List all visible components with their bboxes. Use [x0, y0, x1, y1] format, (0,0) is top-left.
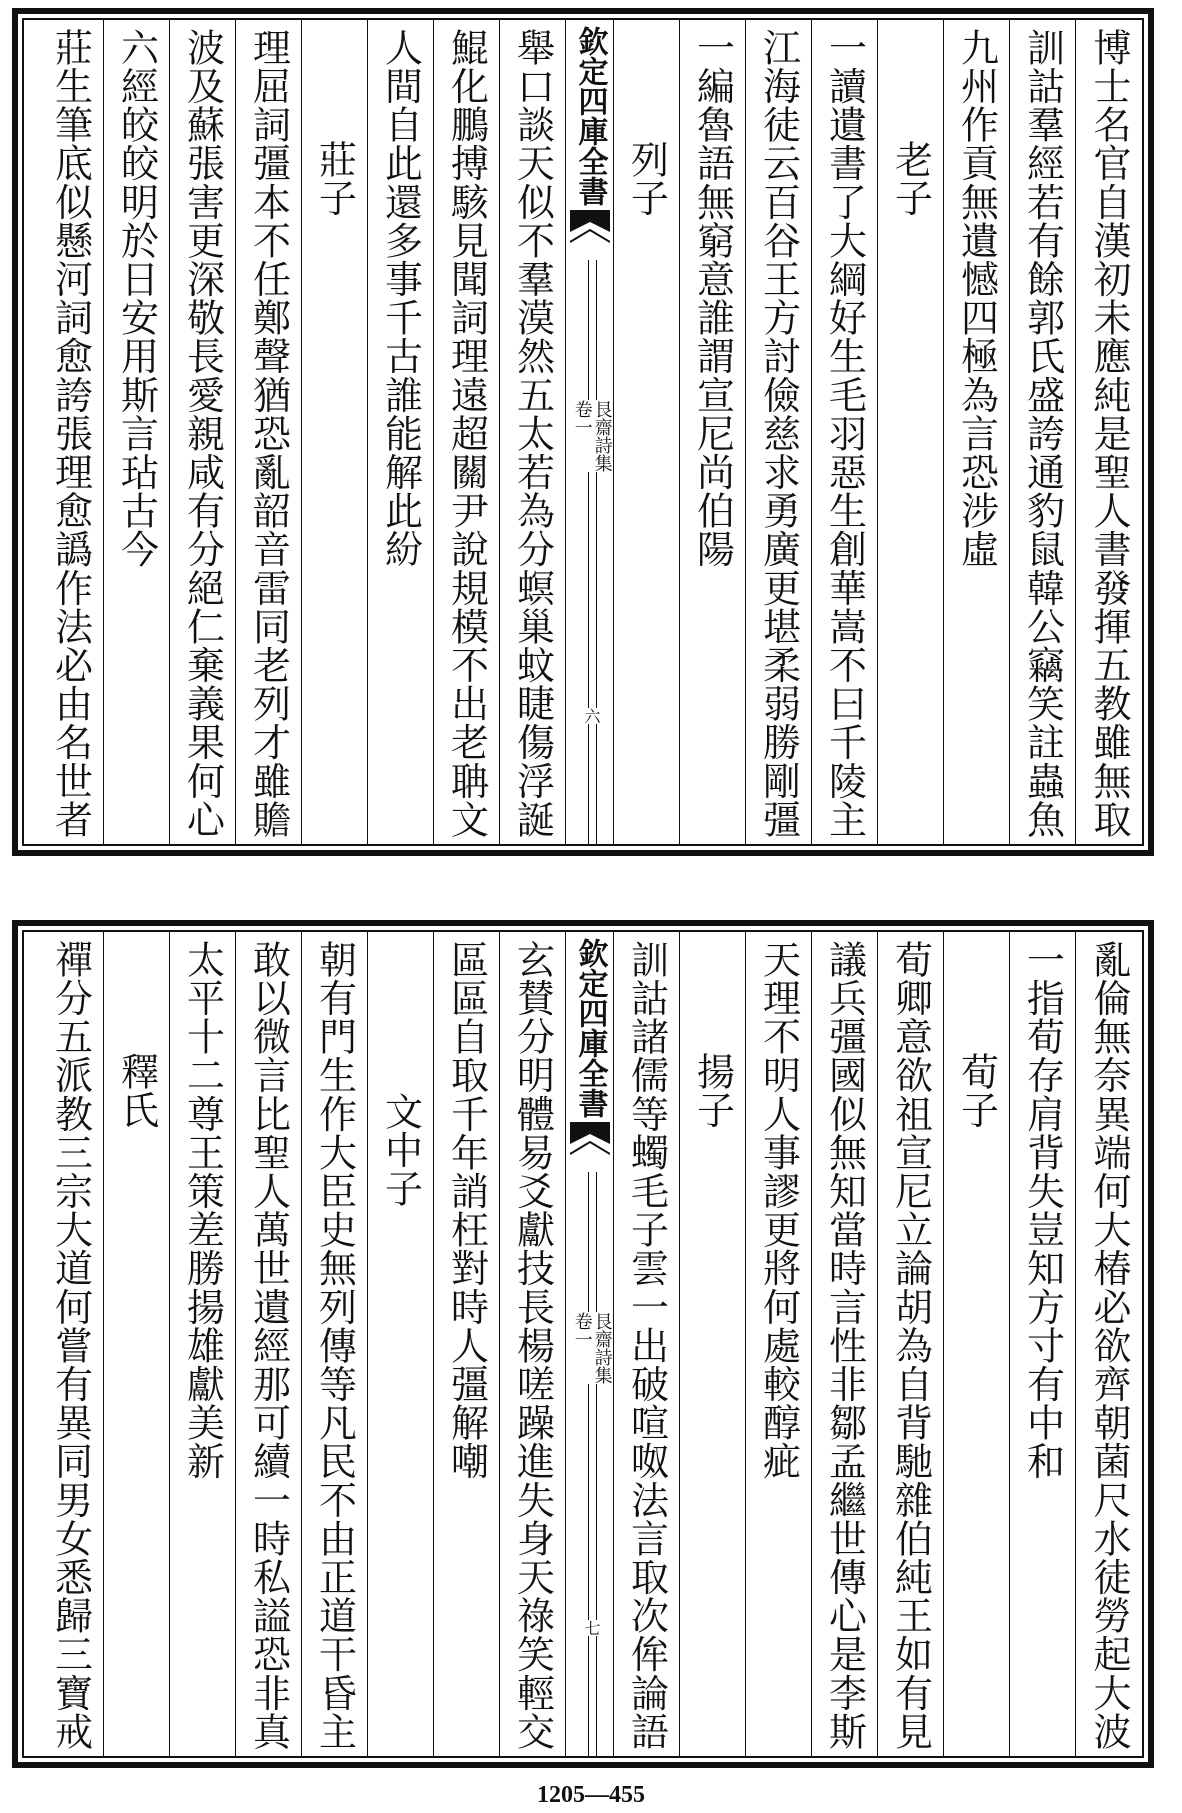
verse-line: 鯤化鵬搏駭見聞詞理遠超關尹說規模不出老聃文	[444, 28, 489, 839]
page-number-footer: 1205—455	[537, 1782, 645, 1808]
verse-line: 亂倫無奈異端何大椿必欲齊朝菌尺水徒勞起大波	[1087, 940, 1131, 1751]
section-heading-column	[680, 932, 746, 1756]
top-leaf-columns	[22, 18, 1144, 846]
fishtail-mark-icon	[570, 1122, 610, 1160]
verse-line: 江海徒云百谷王方討儉慈求勇廣更堪柔弱勝剛彊	[756, 28, 801, 839]
verse-line: 太平十二尊王策差勝揚雄獻美新	[180, 940, 225, 1481]
bottom-leaf-columns	[22, 930, 1144, 1758]
verse-line: 議兵彊國似無知當時言性非鄒孟繼世傳心是李斯	[822, 940, 867, 1751]
section-heading: 莊子	[312, 140, 357, 218]
text-column	[1010, 20, 1076, 844]
leaf-page-number: 七	[582, 1620, 601, 1636]
verse-line: 玄賛分明體易爻獻技長楊嗟躁進失身天祿笑輕交	[510, 940, 555, 1751]
verse-line: 天理不明人事謬更將何處較醇疵	[756, 940, 801, 1481]
verse-line: 人間自此還多事千古誰能解此紛	[378, 28, 423, 569]
section-heading: 揚子	[690, 1052, 735, 1130]
verse-line: 一指荀存肩背失豈知方寸有中和	[1020, 940, 1065, 1481]
text-column	[614, 932, 680, 1756]
text-column	[38, 20, 104, 844]
text-column	[812, 932, 878, 1756]
verse-line: 理屈詞彊本不任鄭聲猶恐亂韶音雷同老列才雖贍	[246, 28, 291, 839]
text-column	[170, 932, 236, 1756]
text-column	[104, 20, 170, 844]
text-column	[500, 20, 566, 844]
volume-label: 卷一	[571, 400, 593, 436]
verse-line: 一讀遺書了大綱好生毛羽惡生創華嵩不曰千陵主	[822, 28, 867, 839]
verse-line: 訓詁羣經若有餘郭氏盛誇通豹鼠韓公竊笑註蟲魚	[1020, 28, 1065, 839]
text-column	[434, 932, 500, 1756]
volume-label: 卷一	[571, 1312, 593, 1348]
text-column	[680, 20, 746, 844]
block-heart-margin	[566, 932, 614, 1756]
fishtail-mark-icon	[570, 210, 610, 248]
text-column	[38, 932, 104, 1756]
verse-line: 舉口談天似不羣漠然五太若為分螟巢蚊睫傷浮誕	[510, 28, 555, 839]
text-column	[746, 20, 812, 844]
section-heading: 荀子	[954, 1052, 999, 1130]
verse-line: 荀卿意欲祖宣尼立論胡為自背馳雜伯純王如有見	[888, 940, 933, 1751]
text-column	[878, 932, 944, 1756]
book-subtitle: 艮齋詩集	[591, 1312, 613, 1384]
text-column	[746, 932, 812, 1756]
verse-line: 一編魯語無窮意誰謂宣尼尚伯陽	[690, 28, 735, 569]
book-subtitle: 艮齋詩集	[591, 400, 613, 472]
section-heading-column	[944, 932, 1010, 1756]
text-column	[500, 932, 566, 1756]
text-column	[812, 20, 878, 844]
book-subtitle-volume	[572, 400, 612, 472]
verse-line: 禪分五派教三宗大道何嘗有異同男女悉歸三寶戒	[48, 940, 93, 1751]
verse-line: 敢以微言比聖人萬世遺經那可續一時私謚恐非真	[246, 940, 291, 1751]
running-title: 欽定四庫全書	[572, 938, 608, 1118]
verse-line: 波及蘇張害更深敬長愛親咸有分絕仁棄義果何心	[180, 28, 225, 839]
section-heading-column	[368, 932, 434, 1756]
verse-line: 區區自取千年誚枉對時人彊解嘲	[444, 940, 489, 1481]
section-heading-column	[878, 20, 944, 844]
verse-line: 六經皎皎明於日安用斯言玷古今	[114, 28, 159, 569]
text-column	[1076, 20, 1142, 844]
book-subtitle-volume	[572, 1312, 612, 1384]
verse-line: 莊生筆底似懸河詞愈誇張理愈譌作法必由名世者	[48, 28, 93, 839]
verse-line: 博士名官自漢初未應純是聖人書發揮五教雖無取	[1087, 28, 1131, 839]
section-heading: 文中子	[378, 1092, 423, 1208]
text-column	[434, 20, 500, 844]
verse-line: 訓詁諸儒等蠋毛子雲一出破喧呶法言取次侔論語	[624, 940, 669, 1751]
running-title: 欽定四庫全書	[572, 26, 608, 206]
section-heading-column	[614, 20, 680, 844]
text-column	[1076, 932, 1142, 1756]
verse-line: 九州作貢無遺憾四極為言恐涉虛	[954, 28, 999, 569]
text-column	[236, 20, 302, 844]
section-heading: 老子	[888, 140, 933, 218]
section-heading-column	[104, 932, 170, 1756]
verse-line: 朝有門生作大臣史無列傳等凡民不由正道干昏主	[312, 940, 357, 1751]
text-column	[368, 20, 434, 844]
text-column	[236, 932, 302, 1756]
text-column	[944, 20, 1010, 844]
top-leaf	[12, 8, 1154, 856]
section-heading: 釋氏	[114, 1052, 159, 1130]
section-heading-column	[302, 20, 368, 844]
section-heading: 列子	[624, 140, 669, 218]
block-heart-margin	[566, 20, 614, 844]
text-column	[170, 20, 236, 844]
bottom-leaf	[12, 920, 1154, 1768]
text-column	[1010, 932, 1076, 1756]
leaf-page-number: 六	[582, 708, 601, 724]
text-column	[302, 932, 368, 1756]
